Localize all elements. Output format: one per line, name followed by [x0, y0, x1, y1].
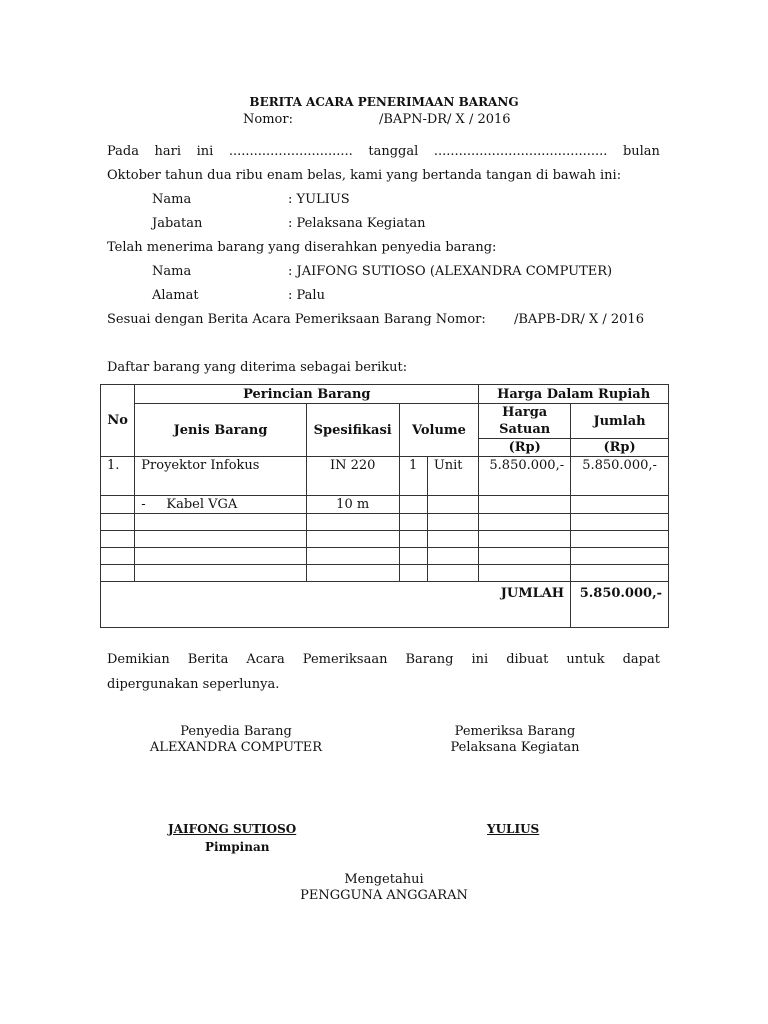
- table-row: [101, 457, 669, 496]
- closing-word: Pemeriksaan: [302, 652, 388, 667]
- intro-word: hari: [154, 144, 182, 159]
- cell-qty: 1: [399, 457, 427, 496]
- p2-alamat-value: : Palu: [288, 288, 325, 303]
- cell-unit: Unit: [427, 457, 478, 496]
- sign-right-org: Pelaksana Kegiatan: [450, 740, 580, 755]
- closing-word: dibuat: [506, 652, 549, 667]
- sign-left-role: Penyedia Barang: [180, 724, 292, 739]
- sign-left-title: Pimpinan: [205, 840, 270, 854]
- know-org: PENGGUNA ANGGARAN: [300, 888, 468, 903]
- p2-alamat-label: Alamat: [152, 288, 199, 303]
- intro-dots: ..........................................: [433, 144, 608, 159]
- cell-harga: 5.850.000,-: [479, 457, 571, 496]
- cell-spek: 10 m: [306, 496, 399, 514]
- table-row-empty: [101, 548, 669, 565]
- header-jumlah: Jumlah: [571, 404, 669, 439]
- cell-jenis: Proyektor Infokus: [135, 457, 306, 496]
- table-row: [101, 496, 669, 514]
- intro-word: ini: [196, 144, 214, 159]
- p2-nama-value: : JAIFONG SUTIOSO (ALEXANDRA COMPUTER): [288, 264, 613, 279]
- sesuai-value: /BAPB-DR/ X / 2016: [514, 312, 644, 327]
- table-row-empty: [101, 514, 669, 531]
- cell-no: 1.: [101, 457, 135, 496]
- cell-unit: [427, 496, 478, 514]
- cell-jumlah: [571, 496, 669, 514]
- header-volume: Volume: [399, 404, 479, 457]
- total-label: JUMLAH: [101, 582, 571, 628]
- table-row-empty: [101, 565, 669, 582]
- sesuai-text: Sesuai dengan Berita Acara Pemeriksaan Barang Nomor:: [107, 312, 486, 327]
- nomor-label: Nomor:: [243, 112, 293, 127]
- cell-qty: [399, 496, 427, 514]
- header-spesifikasi: Spesifikasi: [306, 404, 399, 457]
- cell-spek: IN 220: [306, 457, 399, 496]
- nomor-value: /BAPN-DR/ X / 2016: [379, 112, 511, 127]
- intro-line-2: Oktober tahun dua ribu enam belas, kami yang bertanda tangan di bawah ini:: [107, 168, 622, 183]
- total-value: 5.850.000,-: [571, 582, 669, 628]
- intro-dots: ..............................: [228, 144, 353, 159]
- sign-right-role: Pemeriksa Barang: [454, 724, 576, 739]
- closing-word: dapat: [622, 652, 660, 667]
- sign-right-name: YULIUS: [487, 822, 540, 836]
- closing-word: ini: [471, 652, 489, 667]
- p1-jabatan-label: Jabatan: [152, 216, 203, 231]
- closing-word: Berita: [187, 652, 229, 667]
- header-harga-rupiah: Harga Dalam Rupiah: [479, 385, 669, 404]
- header-jenis: Jenis Barang: [135, 404, 306, 457]
- p2-nama-label: Nama: [152, 264, 192, 279]
- p1-nama-value: : YULIUS: [288, 192, 350, 207]
- intro-word: tanggal: [368, 144, 419, 159]
- list-intro: Daftar barang yang diterima sebagai berikut:: [107, 360, 408, 375]
- cell-jumlah: 5.850.000,-: [571, 457, 669, 496]
- closing-word: Demikian: [107, 652, 170, 667]
- goods-table: [100, 384, 669, 628]
- closing-word: Acara: [246, 652, 285, 667]
- know-label: Mengetahui: [344, 872, 424, 887]
- closing-word: untuk: [566, 652, 605, 667]
- total-row: [101, 582, 669, 628]
- cell-harga: [479, 496, 571, 514]
- p1-nama-label: Nama: [152, 192, 192, 207]
- table-row-empty: [101, 531, 669, 548]
- intro-word: Pada: [107, 144, 139, 159]
- closing-line-2: dipergunakan seperlunya.: [107, 677, 280, 692]
- received-line: Telah menerima barang yang diserahkan penyedia barang:: [107, 240, 497, 255]
- header-rp-satuan: (Rp): [479, 439, 571, 457]
- doc-title: BERITA ACARA PENERIMAAN BARANG: [249, 95, 519, 109]
- header-harga-satuan: Harga Satuan: [479, 404, 571, 439]
- cell-jenis: - Kabel VGA: [135, 496, 306, 514]
- cell-no: [101, 496, 135, 514]
- sign-left-name: JAIFONG SUTIOSO: [168, 822, 297, 836]
- header-perincian: Perincian Barang: [135, 385, 479, 404]
- closing-line-1: [107, 652, 660, 667]
- header-rp-jumlah: (Rp): [571, 439, 669, 457]
- intro-line-1: [107, 144, 660, 159]
- intro-word: bulan: [622, 144, 660, 159]
- sign-left-org: ALEXANDRA COMPUTER: [149, 740, 323, 755]
- closing-word: Barang: [405, 652, 454, 667]
- header-no: No: [101, 385, 135, 457]
- p1-jabatan-value: : Pelaksana Kegiatan: [288, 216, 426, 231]
